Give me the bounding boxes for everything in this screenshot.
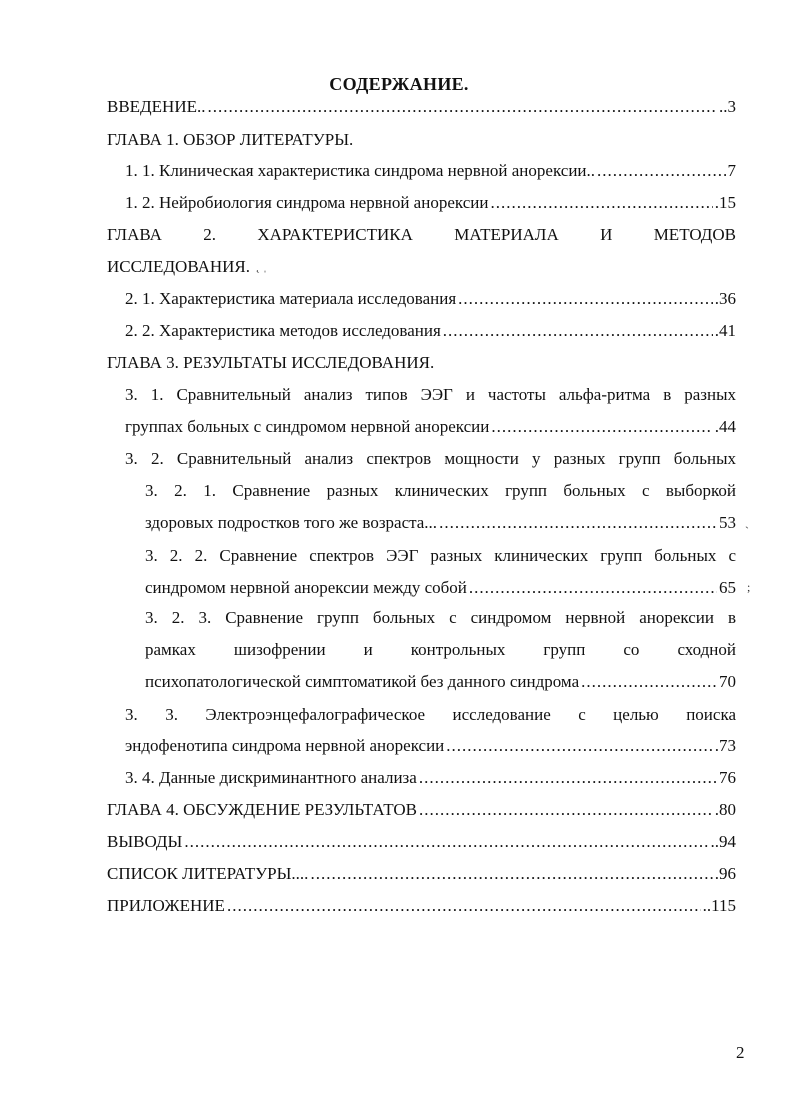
toc-entry-text: ГЛАВА 4. ОБСУЖДЕНИЕ РЕЗУЛЬТАТОВ [107, 800, 417, 819]
toc-entry-text: эндофенотипа синдрома нервной анорексии [125, 736, 445, 755]
toc-chapter-1[interactable] [107, 127, 736, 153]
leader-dots [227, 893, 701, 919]
toc-entry-page: 70 [719, 672, 736, 691]
leader-dots [439, 510, 717, 536]
toc-subsection-3-2-3-line1[interactable]: 3. 2. 3. Сравнение групп больных с синдромом нервной анорексии в [145, 608, 736, 627]
toc-subsection-3-2-2-line1[interactable]: 3. 2. 2. Сравнение спектров ЭЭГ разных клинических групп больных с [145, 546, 736, 565]
toc-subsection-3-2-1[interactable] [145, 510, 736, 536]
leader-dots [419, 765, 717, 791]
toc-entry-text: ГЛАВА 3. РЕЗУЛЬТАТЫ ИССЛЕДОВАНИЯ. [107, 353, 435, 372]
scan-artifact: ˛ ˌ [256, 259, 267, 273]
toc-section-3-3-line1[interactable]: 3. 3. Электроэнцефалографическое исследование с целью поиска [125, 705, 736, 724]
toc-entry-text: ВВЕДЕНИЕ.. [107, 97, 206, 116]
scan-artifact: ˎ [745, 515, 749, 529]
toc-subsection-3-2-2[interactable] [145, 575, 736, 601]
leader-dots [443, 318, 713, 344]
toc-entry-page: 7 [727, 161, 736, 180]
scan-artifact: ; [747, 580, 751, 594]
toc-entry-text: здоровых подростков того же возраста... [145, 513, 438, 532]
toc-entry-page: .36 [714, 289, 736, 308]
leader-dots [184, 829, 708, 855]
toc-section-3-3[interactable] [125, 733, 736, 759]
toc-section-3-1[interactable] [125, 414, 736, 440]
toc-entry-page: .96 [714, 864, 736, 883]
toc-entry-page: 76 [719, 768, 736, 787]
leader-dots [458, 286, 713, 312]
toc-entry-page: .44 [714, 417, 736, 436]
toc-entry-page: ..115 [702, 896, 736, 915]
toc-entry-text: ГЛАВА 1. ОБЗОР ЛИТЕРАТУРЫ. [107, 130, 354, 149]
toc-section-3-1-line1[interactable]: 3. 1. Сравнительный анализ типов ЭЭГ и частоты альфа-ритма в разных [125, 385, 736, 404]
toc-entry-page: .73 [714, 736, 736, 755]
toc-entry-text: ПРИЛОЖЕНИЕ [107, 896, 225, 915]
toc-section-1-1[interactable] [125, 158, 736, 184]
toc-entry-introduction[interactable] [107, 94, 736, 120]
leader-dots [581, 669, 717, 695]
toc-entry-text: 2. 2. Характеристика методов исследования [125, 321, 441, 340]
leader-dots [419, 797, 713, 823]
toc-entry-text: 3. 4. Данные дискриминантного анализа [125, 768, 417, 787]
toc-entry-text: 2. 1. Характеристика материала исследования [125, 289, 457, 308]
toc-entry-page: .80 [714, 800, 736, 819]
toc-chapter-2-line1[interactable]: ГЛАВА 2. ХАРАКТЕРИСТИКА МАТЕРИАЛА И МЕТОДОВ [107, 225, 736, 244]
toc-entry-text: синдромом нервной анорексии между собой [145, 578, 467, 597]
toc-appendix[interactable] [107, 893, 736, 919]
toc-entry-page: .15 [714, 193, 736, 212]
leader-dots [597, 158, 725, 184]
toc-entry-page: ..94 [710, 832, 736, 851]
toc-chapter-2[interactable] [107, 254, 736, 280]
toc-entry-page: 53 [719, 513, 736, 532]
toc-references[interactable] [107, 861, 736, 887]
toc-chapter-3[interactable] [107, 350, 736, 376]
toc-entry-text: 1. 1. Клиническая характеристика синдрома нервной анорексии.. [125, 161, 596, 180]
toc-title: СОДЕРЖАНИЕ. [329, 74, 469, 94]
toc-entry-text: психопатологической симптоматикой без данного синдрома [145, 672, 580, 691]
leader-dots [207, 94, 717, 120]
toc-entry-page: 65 [719, 578, 736, 597]
leader-dots [491, 414, 712, 440]
toc-subsection-3-2-1-line1[interactable]: 3. 2. 1. Сравнение разных клинических групп больных с выборкой [145, 481, 736, 500]
leader-dots [310, 861, 712, 887]
page-number: 2 [736, 1043, 745, 1062]
toc-conclusions[interactable] [107, 829, 736, 855]
leader-dots [469, 575, 717, 601]
toc-section-2-2[interactable] [125, 318, 736, 344]
toc-entry-text: СПИСОК ЛИТЕРАТУРЫ.... [107, 864, 309, 883]
toc-section-1-2[interactable] [125, 190, 736, 216]
toc-entry-text: ИССЛЕДОВАНИЯ. [107, 257, 251, 276]
toc-subsection-3-2-3-line2[interactable]: рамках шизофрении и контрольных групп со сходной [145, 640, 736, 659]
toc-entry-text: ВЫВОДЫ [107, 832, 183, 851]
toc-section-2-1[interactable] [125, 286, 736, 312]
leader-dots [446, 733, 712, 759]
toc-entry-text: группах больных с синдромом нервной анорексии [125, 417, 490, 436]
toc-entry-text: 1. 2. Нейробиология синдрома нервной анорексии [125, 193, 489, 212]
toc-section-3-2[interactable]: 3. 2. Сравнительный анализ спектров мощности у разных групп больных [125, 449, 736, 468]
toc-entry-page: .41 [714, 321, 736, 340]
leader-dots [490, 190, 712, 216]
toc-chapter-4[interactable] [107, 797, 736, 823]
toc-section-3-4[interactable] [125, 765, 736, 791]
toc-entry-page: ..3 [719, 97, 736, 116]
toc-subsection-3-2-3[interactable] [145, 669, 736, 695]
